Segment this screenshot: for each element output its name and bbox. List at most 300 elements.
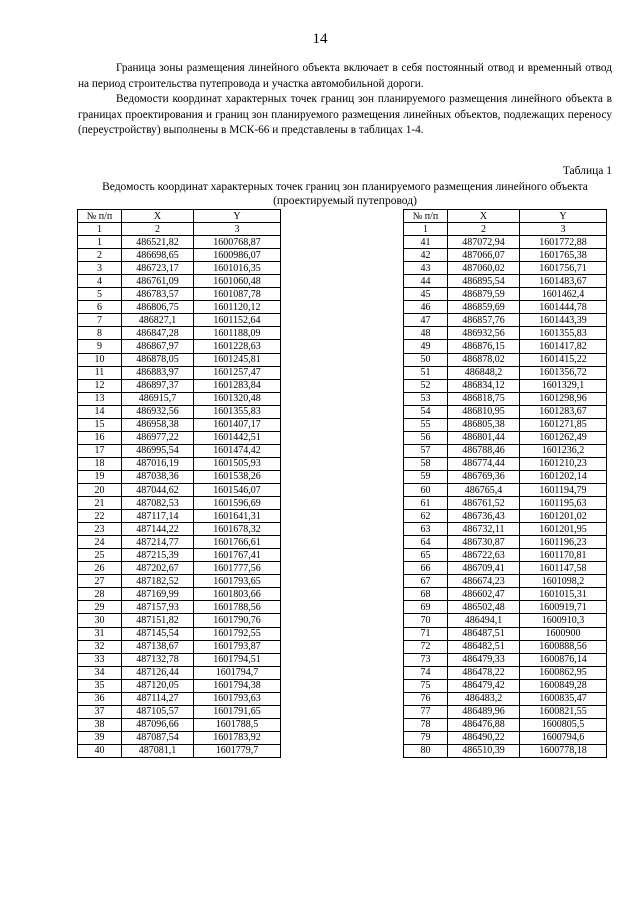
table-row bbox=[78, 418, 281, 431]
table-row bbox=[78, 692, 281, 705]
x-coordinate: 486698,65 bbox=[122, 249, 194, 262]
x-coordinate: 486783,57 bbox=[122, 288, 194, 301]
x-coordinate: 486810,95 bbox=[448, 405, 520, 418]
point-number: 49 bbox=[404, 340, 448, 353]
y-coordinate: 1601779,7 bbox=[194, 744, 281, 757]
x-coordinate: 487038,36 bbox=[122, 470, 194, 483]
header-x: X bbox=[448, 210, 520, 223]
y-coordinate: 1601201,95 bbox=[520, 523, 607, 536]
y-coordinate: 1601016,35 bbox=[194, 262, 281, 275]
table-row bbox=[78, 588, 281, 601]
y-coordinate: 1601678,32 bbox=[194, 523, 281, 536]
y-coordinate: 1601407,17 bbox=[194, 418, 281, 431]
x-coordinate: 486932,56 bbox=[448, 327, 520, 340]
table-row bbox=[78, 679, 281, 692]
table-row bbox=[404, 379, 607, 392]
point-number: 67 bbox=[404, 575, 448, 588]
point-number: 15 bbox=[78, 418, 122, 431]
header-x: X bbox=[122, 210, 194, 223]
point-number: 1 bbox=[78, 236, 122, 249]
point-number: 72 bbox=[404, 640, 448, 653]
point-number: 59 bbox=[404, 470, 448, 483]
x-coordinate: 486722,63 bbox=[448, 549, 520, 562]
table-header-row bbox=[78, 210, 281, 223]
y-coordinate: 1600919,71 bbox=[520, 601, 607, 614]
table-row bbox=[404, 366, 607, 379]
x-coordinate: 486876,15 bbox=[448, 340, 520, 353]
table-row bbox=[404, 288, 607, 301]
y-coordinate: 1601283,67 bbox=[520, 405, 607, 418]
x-coordinate: 486847,28 bbox=[122, 327, 194, 340]
point-number: 51 bbox=[404, 366, 448, 379]
y-coordinate: 1600876,14 bbox=[520, 653, 607, 666]
point-number: 78 bbox=[404, 718, 448, 731]
point-number: 73 bbox=[404, 653, 448, 666]
y-coordinate: 1601766,61 bbox=[194, 536, 281, 549]
table-row bbox=[78, 457, 281, 470]
point-number: 44 bbox=[404, 275, 448, 288]
y-coordinate: 1601462,4 bbox=[520, 288, 607, 301]
subheader-num: 1 bbox=[404, 223, 448, 236]
table-header-row bbox=[404, 210, 607, 223]
table-row bbox=[78, 340, 281, 353]
x-coordinate: 486730,87 bbox=[448, 536, 520, 549]
point-number: 2 bbox=[78, 249, 122, 262]
x-coordinate: 486801,44 bbox=[448, 431, 520, 444]
page-number: 14 bbox=[312, 31, 328, 47]
point-number: 26 bbox=[78, 562, 122, 575]
x-coordinate: 486774,44 bbox=[448, 457, 520, 470]
x-coordinate: 487215,39 bbox=[122, 549, 194, 562]
table-row bbox=[404, 431, 607, 444]
table-row bbox=[404, 679, 607, 692]
y-coordinate: 1601793,87 bbox=[194, 640, 281, 653]
table-row bbox=[404, 236, 607, 249]
point-number: 53 bbox=[404, 392, 448, 405]
point-number: 4 bbox=[78, 275, 122, 288]
point-number: 54 bbox=[404, 405, 448, 418]
y-coordinate: 1600910,3 bbox=[520, 614, 607, 627]
y-coordinate: 1601483,67 bbox=[520, 275, 607, 288]
table-row bbox=[78, 705, 281, 718]
point-number: 76 bbox=[404, 692, 448, 705]
y-coordinate: 1601202,14 bbox=[520, 470, 607, 483]
table-row bbox=[404, 392, 607, 405]
table-row bbox=[404, 731, 607, 744]
point-number: 24 bbox=[78, 536, 122, 549]
table-row bbox=[78, 314, 281, 327]
x-coordinate: 486867,97 bbox=[122, 340, 194, 353]
y-coordinate: 1601783,92 bbox=[194, 731, 281, 744]
header-num: № п/п bbox=[78, 210, 122, 223]
y-coordinate: 1601060,48 bbox=[194, 275, 281, 288]
y-coordinate: 1601228,63 bbox=[194, 340, 281, 353]
y-coordinate: 1601772,88 bbox=[520, 236, 607, 249]
x-coordinate: 487117,14 bbox=[122, 510, 194, 523]
x-coordinate: 487016,19 bbox=[122, 457, 194, 470]
x-coordinate: 486490,22 bbox=[448, 731, 520, 744]
y-coordinate: 1600835,47 bbox=[520, 692, 607, 705]
table-subheader-row bbox=[78, 223, 281, 236]
header-num: № п/п bbox=[404, 210, 448, 223]
y-coordinate: 1600805,5 bbox=[520, 718, 607, 731]
table-row bbox=[404, 692, 607, 705]
subheader-x: 2 bbox=[122, 223, 194, 236]
point-number: 19 bbox=[78, 470, 122, 483]
x-coordinate: 486827,1 bbox=[122, 314, 194, 327]
y-coordinate: 1601152,64 bbox=[194, 314, 281, 327]
table-row bbox=[404, 262, 607, 275]
y-coordinate: 1601415,22 bbox=[520, 353, 607, 366]
point-number: 34 bbox=[78, 666, 122, 679]
subheader-x: 2 bbox=[448, 223, 520, 236]
table-row bbox=[78, 718, 281, 731]
x-coordinate: 486482,51 bbox=[448, 640, 520, 653]
point-number: 18 bbox=[78, 457, 122, 470]
x-coordinate: 486995,54 bbox=[122, 444, 194, 457]
x-coordinate: 486895,54 bbox=[448, 275, 520, 288]
y-coordinate: 1601794,38 bbox=[194, 679, 281, 692]
y-coordinate: 1601329,1 bbox=[520, 379, 607, 392]
table-row bbox=[78, 575, 281, 588]
x-coordinate: 486761,09 bbox=[122, 275, 194, 288]
x-coordinate: 486476,88 bbox=[448, 718, 520, 731]
x-coordinate: 487144,22 bbox=[122, 523, 194, 536]
point-number: 70 bbox=[404, 614, 448, 627]
point-number: 16 bbox=[78, 431, 122, 444]
table-row bbox=[78, 640, 281, 653]
point-number: 36 bbox=[78, 692, 122, 705]
y-coordinate: 1601794,7 bbox=[194, 666, 281, 679]
x-coordinate: 487169,99 bbox=[122, 588, 194, 601]
y-coordinate: 1600821,55 bbox=[520, 705, 607, 718]
table-row bbox=[78, 249, 281, 262]
table-row bbox=[78, 601, 281, 614]
table-row bbox=[78, 653, 281, 666]
point-number: 10 bbox=[78, 353, 122, 366]
point-number: 65 bbox=[404, 549, 448, 562]
table-row bbox=[78, 549, 281, 562]
point-number: 40 bbox=[78, 744, 122, 757]
y-coordinate: 1601791,65 bbox=[194, 705, 281, 718]
point-number: 46 bbox=[404, 301, 448, 314]
x-coordinate: 487096,66 bbox=[122, 718, 194, 731]
point-number: 55 bbox=[404, 418, 448, 431]
y-coordinate: 1601196,23 bbox=[520, 536, 607, 549]
point-number: 13 bbox=[78, 392, 122, 405]
table-row bbox=[78, 262, 281, 275]
x-coordinate: 486489,96 bbox=[448, 705, 520, 718]
table-row bbox=[404, 640, 607, 653]
x-coordinate: 487151,82 bbox=[122, 614, 194, 627]
y-coordinate: 1600768,87 bbox=[194, 236, 281, 249]
x-coordinate: 487060,02 bbox=[448, 262, 520, 275]
table-row bbox=[78, 523, 281, 536]
table-row bbox=[78, 536, 281, 549]
point-number: 23 bbox=[78, 523, 122, 536]
point-number: 5 bbox=[78, 288, 122, 301]
header-y: Y bbox=[194, 210, 281, 223]
x-coordinate: 486479,42 bbox=[448, 679, 520, 692]
x-coordinate: 487081,1 bbox=[122, 744, 194, 757]
point-number: 66 bbox=[404, 562, 448, 575]
table-row bbox=[404, 340, 607, 353]
table-row bbox=[404, 666, 607, 679]
x-coordinate: 487082,53 bbox=[122, 497, 194, 510]
table-row bbox=[404, 497, 607, 510]
x-coordinate: 486834,12 bbox=[448, 379, 520, 392]
x-coordinate: 487120,05 bbox=[122, 679, 194, 692]
table-row bbox=[404, 718, 607, 731]
x-coordinate: 486502,48 bbox=[448, 601, 520, 614]
table-row bbox=[78, 666, 281, 679]
point-number: 41 bbox=[404, 236, 448, 249]
point-number: 60 bbox=[404, 483, 448, 496]
table-row bbox=[404, 705, 607, 718]
y-coordinate: 1601788,5 bbox=[194, 718, 281, 731]
x-coordinate: 486859,69 bbox=[448, 301, 520, 314]
y-coordinate: 1601298,96 bbox=[520, 392, 607, 405]
table-title: Ведомость координат характерных точек границ зон планируемого размещения линейного объекта (проектируемый путепровод) bbox=[102, 181, 588, 207]
x-coordinate: 486602,47 bbox=[448, 588, 520, 601]
y-coordinate: 1601170,81 bbox=[520, 549, 607, 562]
point-number: 35 bbox=[78, 679, 122, 692]
point-number: 27 bbox=[78, 575, 122, 588]
table-row bbox=[404, 653, 607, 666]
x-coordinate: 486723,17 bbox=[122, 262, 194, 275]
x-coordinate: 486761,52 bbox=[448, 497, 520, 510]
x-coordinate: 487114,27 bbox=[122, 692, 194, 705]
table-row bbox=[404, 510, 607, 523]
y-coordinate: 1600778,18 bbox=[520, 744, 607, 757]
table-row bbox=[404, 483, 607, 496]
table-row bbox=[404, 301, 607, 314]
x-coordinate: 487157,93 bbox=[122, 601, 194, 614]
y-coordinate: 1601257,47 bbox=[194, 366, 281, 379]
point-number: 64 bbox=[404, 536, 448, 549]
y-coordinate: 1601355,83 bbox=[194, 405, 281, 418]
point-number: 31 bbox=[78, 627, 122, 640]
x-coordinate: 487202,67 bbox=[122, 562, 194, 575]
point-number: 21 bbox=[78, 497, 122, 510]
x-coordinate: 486848,2 bbox=[448, 366, 520, 379]
x-coordinate: 487105,57 bbox=[122, 705, 194, 718]
point-number: 52 bbox=[404, 379, 448, 392]
y-coordinate: 1601262,49 bbox=[520, 431, 607, 444]
point-number: 30 bbox=[78, 614, 122, 627]
x-coordinate: 486483,2 bbox=[448, 692, 520, 705]
y-coordinate: 1601538,26 bbox=[194, 470, 281, 483]
point-number: 25 bbox=[78, 549, 122, 562]
y-coordinate: 1601283,84 bbox=[194, 379, 281, 392]
y-coordinate: 1601271,85 bbox=[520, 418, 607, 431]
table-row bbox=[404, 353, 607, 366]
point-number: 43 bbox=[404, 262, 448, 275]
coordinates-table-left bbox=[77, 209, 281, 758]
y-coordinate: 1600986,07 bbox=[194, 249, 281, 262]
x-coordinate: 486479,33 bbox=[448, 653, 520, 666]
point-number: 37 bbox=[78, 705, 122, 718]
table-row bbox=[78, 497, 281, 510]
x-coordinate: 486818,75 bbox=[448, 392, 520, 405]
x-coordinate: 486805,38 bbox=[448, 418, 520, 431]
table-row bbox=[78, 431, 281, 444]
table-row bbox=[78, 366, 281, 379]
y-coordinate: 1601546,07 bbox=[194, 483, 281, 496]
point-number: 28 bbox=[78, 588, 122, 601]
x-coordinate: 486494,1 bbox=[448, 614, 520, 627]
table-row bbox=[78, 483, 281, 496]
y-coordinate: 1601087,78 bbox=[194, 288, 281, 301]
x-coordinate: 486958,38 bbox=[122, 418, 194, 431]
intro-text bbox=[78, 61, 612, 139]
x-coordinate: 487044,62 bbox=[122, 483, 194, 496]
x-coordinate: 486857,76 bbox=[448, 314, 520, 327]
y-coordinate: 1601195,63 bbox=[520, 497, 607, 510]
table-row bbox=[404, 444, 607, 457]
x-coordinate: 486879,59 bbox=[448, 288, 520, 301]
point-number: 17 bbox=[78, 444, 122, 457]
table-row bbox=[404, 457, 607, 470]
point-number: 48 bbox=[404, 327, 448, 340]
y-coordinate: 1601474,42 bbox=[194, 444, 281, 457]
table-row bbox=[78, 470, 281, 483]
coordinates-table-right bbox=[403, 209, 607, 758]
x-coordinate: 486878,02 bbox=[448, 353, 520, 366]
point-number: 77 bbox=[404, 705, 448, 718]
x-coordinate: 487126,44 bbox=[122, 666, 194, 679]
table-row bbox=[78, 614, 281, 627]
table-row bbox=[404, 536, 607, 549]
table-row bbox=[404, 562, 607, 575]
table-row bbox=[404, 549, 607, 562]
y-coordinate: 1601417,82 bbox=[520, 340, 607, 353]
y-coordinate: 1601443,39 bbox=[520, 314, 607, 327]
point-number: 9 bbox=[78, 340, 122, 353]
point-number: 11 bbox=[78, 366, 122, 379]
point-number: 22 bbox=[78, 510, 122, 523]
point-number: 6 bbox=[78, 301, 122, 314]
table-row bbox=[78, 392, 281, 405]
x-coordinate: 486674,23 bbox=[448, 575, 520, 588]
y-coordinate: 1601194,79 bbox=[520, 483, 607, 496]
subheader-y: 3 bbox=[194, 223, 281, 236]
y-coordinate: 1601641,31 bbox=[194, 510, 281, 523]
x-coordinate: 486788,46 bbox=[448, 444, 520, 457]
table-row bbox=[78, 744, 281, 757]
point-number: 45 bbox=[404, 288, 448, 301]
paragraph-1: Граница зоны размещения линейного объекта включает в себя постоянный отвод и временный отвод на период строительства путепровода и участка автомобильной дороги. bbox=[78, 62, 612, 90]
y-coordinate: 1601790,76 bbox=[194, 614, 281, 627]
x-coordinate: 486510,39 bbox=[448, 744, 520, 757]
x-coordinate: 487087,54 bbox=[122, 731, 194, 744]
x-coordinate: 487182,52 bbox=[122, 575, 194, 588]
point-number: 47 bbox=[404, 314, 448, 327]
table-row bbox=[78, 275, 281, 288]
y-coordinate: 1601188,09 bbox=[194, 327, 281, 340]
table-row bbox=[404, 627, 607, 640]
table-row bbox=[404, 249, 607, 262]
y-coordinate: 1601356,72 bbox=[520, 366, 607, 379]
y-coordinate: 1601120,12 bbox=[194, 301, 281, 314]
header-y: Y bbox=[520, 210, 607, 223]
point-number: 29 bbox=[78, 601, 122, 614]
paragraph-2: Ведомости координат характерных точек границ зон планируемого размещения линейного объекта в границах проектирования и границ зон планируемого размещения линейных объектов, подлежащих переносу (переустройству) выполнены в МСК-66 и представлены в таблицах 1-4. bbox=[78, 93, 612, 136]
table-row bbox=[404, 744, 607, 757]
y-coordinate: 1601245,81 bbox=[194, 353, 281, 366]
table-row bbox=[404, 614, 607, 627]
y-coordinate: 1601442,51 bbox=[194, 431, 281, 444]
y-coordinate: 1601596,69 bbox=[194, 497, 281, 510]
table-row bbox=[404, 405, 607, 418]
x-coordinate: 486736,43 bbox=[448, 510, 520, 523]
table-row bbox=[404, 470, 607, 483]
y-coordinate: 1601505,93 bbox=[194, 457, 281, 470]
x-coordinate: 487138,67 bbox=[122, 640, 194, 653]
point-number: 74 bbox=[404, 666, 448, 679]
x-coordinate: 486897,37 bbox=[122, 379, 194, 392]
y-coordinate: 1601098,2 bbox=[520, 575, 607, 588]
y-coordinate: 1601777,56 bbox=[194, 562, 281, 575]
y-coordinate: 1601444,78 bbox=[520, 301, 607, 314]
point-number: 69 bbox=[404, 601, 448, 614]
point-number: 75 bbox=[404, 679, 448, 692]
point-number: 8 bbox=[78, 327, 122, 340]
x-coordinate: 486478,22 bbox=[448, 666, 520, 679]
y-coordinate: 1601788,56 bbox=[194, 601, 281, 614]
table-row bbox=[404, 575, 607, 588]
table-subheader-row bbox=[404, 223, 607, 236]
y-coordinate: 1601792,55 bbox=[194, 627, 281, 640]
x-coordinate: 486883,97 bbox=[122, 366, 194, 379]
y-coordinate: 1601767,41 bbox=[194, 549, 281, 562]
table-row bbox=[404, 327, 607, 340]
point-number: 63 bbox=[404, 523, 448, 536]
x-coordinate: 486977,22 bbox=[122, 431, 194, 444]
x-coordinate: 487072,94 bbox=[448, 236, 520, 249]
table-row bbox=[78, 353, 281, 366]
y-coordinate: 1600888,56 bbox=[520, 640, 607, 653]
point-number: 50 bbox=[404, 353, 448, 366]
table-row bbox=[78, 627, 281, 640]
y-coordinate: 1601015,31 bbox=[520, 588, 607, 601]
table-row bbox=[78, 510, 281, 523]
point-number: 3 bbox=[78, 262, 122, 275]
point-number: 32 bbox=[78, 640, 122, 653]
table-body-right bbox=[404, 210, 607, 758]
point-number: 39 bbox=[78, 731, 122, 744]
point-number: 68 bbox=[404, 588, 448, 601]
y-coordinate: 1600900 bbox=[520, 627, 607, 640]
x-coordinate: 486932,56 bbox=[122, 405, 194, 418]
point-number: 20 bbox=[78, 483, 122, 496]
table-row bbox=[78, 288, 281, 301]
x-coordinate: 487145,54 bbox=[122, 627, 194, 640]
point-number: 56 bbox=[404, 431, 448, 444]
x-coordinate: 486521,82 bbox=[122, 236, 194, 249]
table-row bbox=[78, 444, 281, 457]
y-coordinate: 1601147,58 bbox=[520, 562, 607, 575]
x-coordinate: 487066,07 bbox=[448, 249, 520, 262]
y-coordinate: 1601210,23 bbox=[520, 457, 607, 470]
point-number: 61 bbox=[404, 497, 448, 510]
y-coordinate: 1600862,95 bbox=[520, 666, 607, 679]
y-coordinate: 1601803,66 bbox=[194, 588, 281, 601]
table-row bbox=[78, 379, 281, 392]
table-row bbox=[404, 523, 607, 536]
y-coordinate: 1601756,71 bbox=[520, 262, 607, 275]
table-body-left bbox=[78, 210, 281, 758]
